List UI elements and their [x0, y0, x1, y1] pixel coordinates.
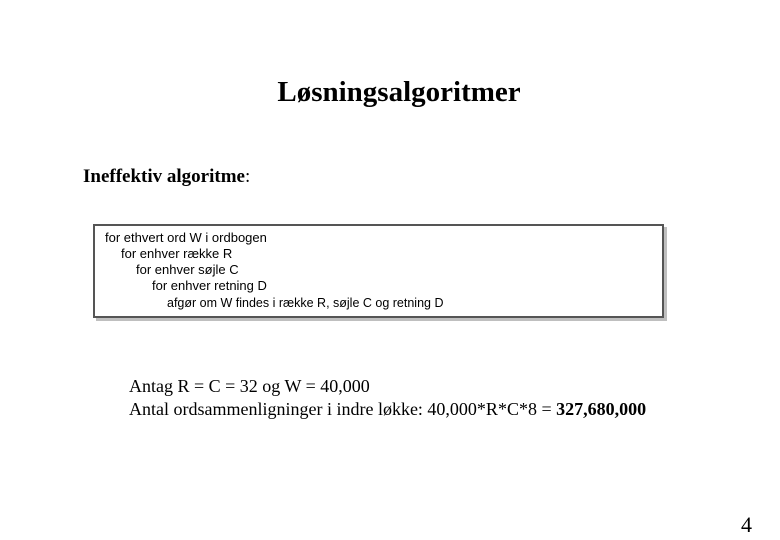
code-line-row-loop: for enhver række R	[121, 246, 233, 261]
code-line-outer-loop: for ethvert ord W i ordbogen	[105, 230, 267, 245]
assumption-text: Antag R = C = 32 og W = 40,000	[129, 376, 370, 396]
code-line-body: afgør om W findes i række R, søjle C og retning D	[167, 296, 444, 310]
comparisons-result: 327,680,000	[556, 399, 647, 419]
section-heading-label: Ineffektiv algoritme	[83, 166, 245, 187]
comparisons-text	[129, 398, 646, 420]
section-heading-colon: :	[244, 166, 251, 187]
code-line-direction-loop: for enhver retning D	[152, 278, 267, 293]
slide-title: Løsningsalgoritmer	[277, 76, 521, 108]
comparisons-formula: Antal ordsammenligninger i indre løkke: 40,000*R*C*8 =	[129, 399, 557, 419]
code-line-column-loop: for enhver søjle C	[136, 262, 239, 277]
section-heading	[83, 165, 250, 189]
page-number: 4	[741, 512, 752, 537]
pseudocode-box	[93, 224, 664, 318]
